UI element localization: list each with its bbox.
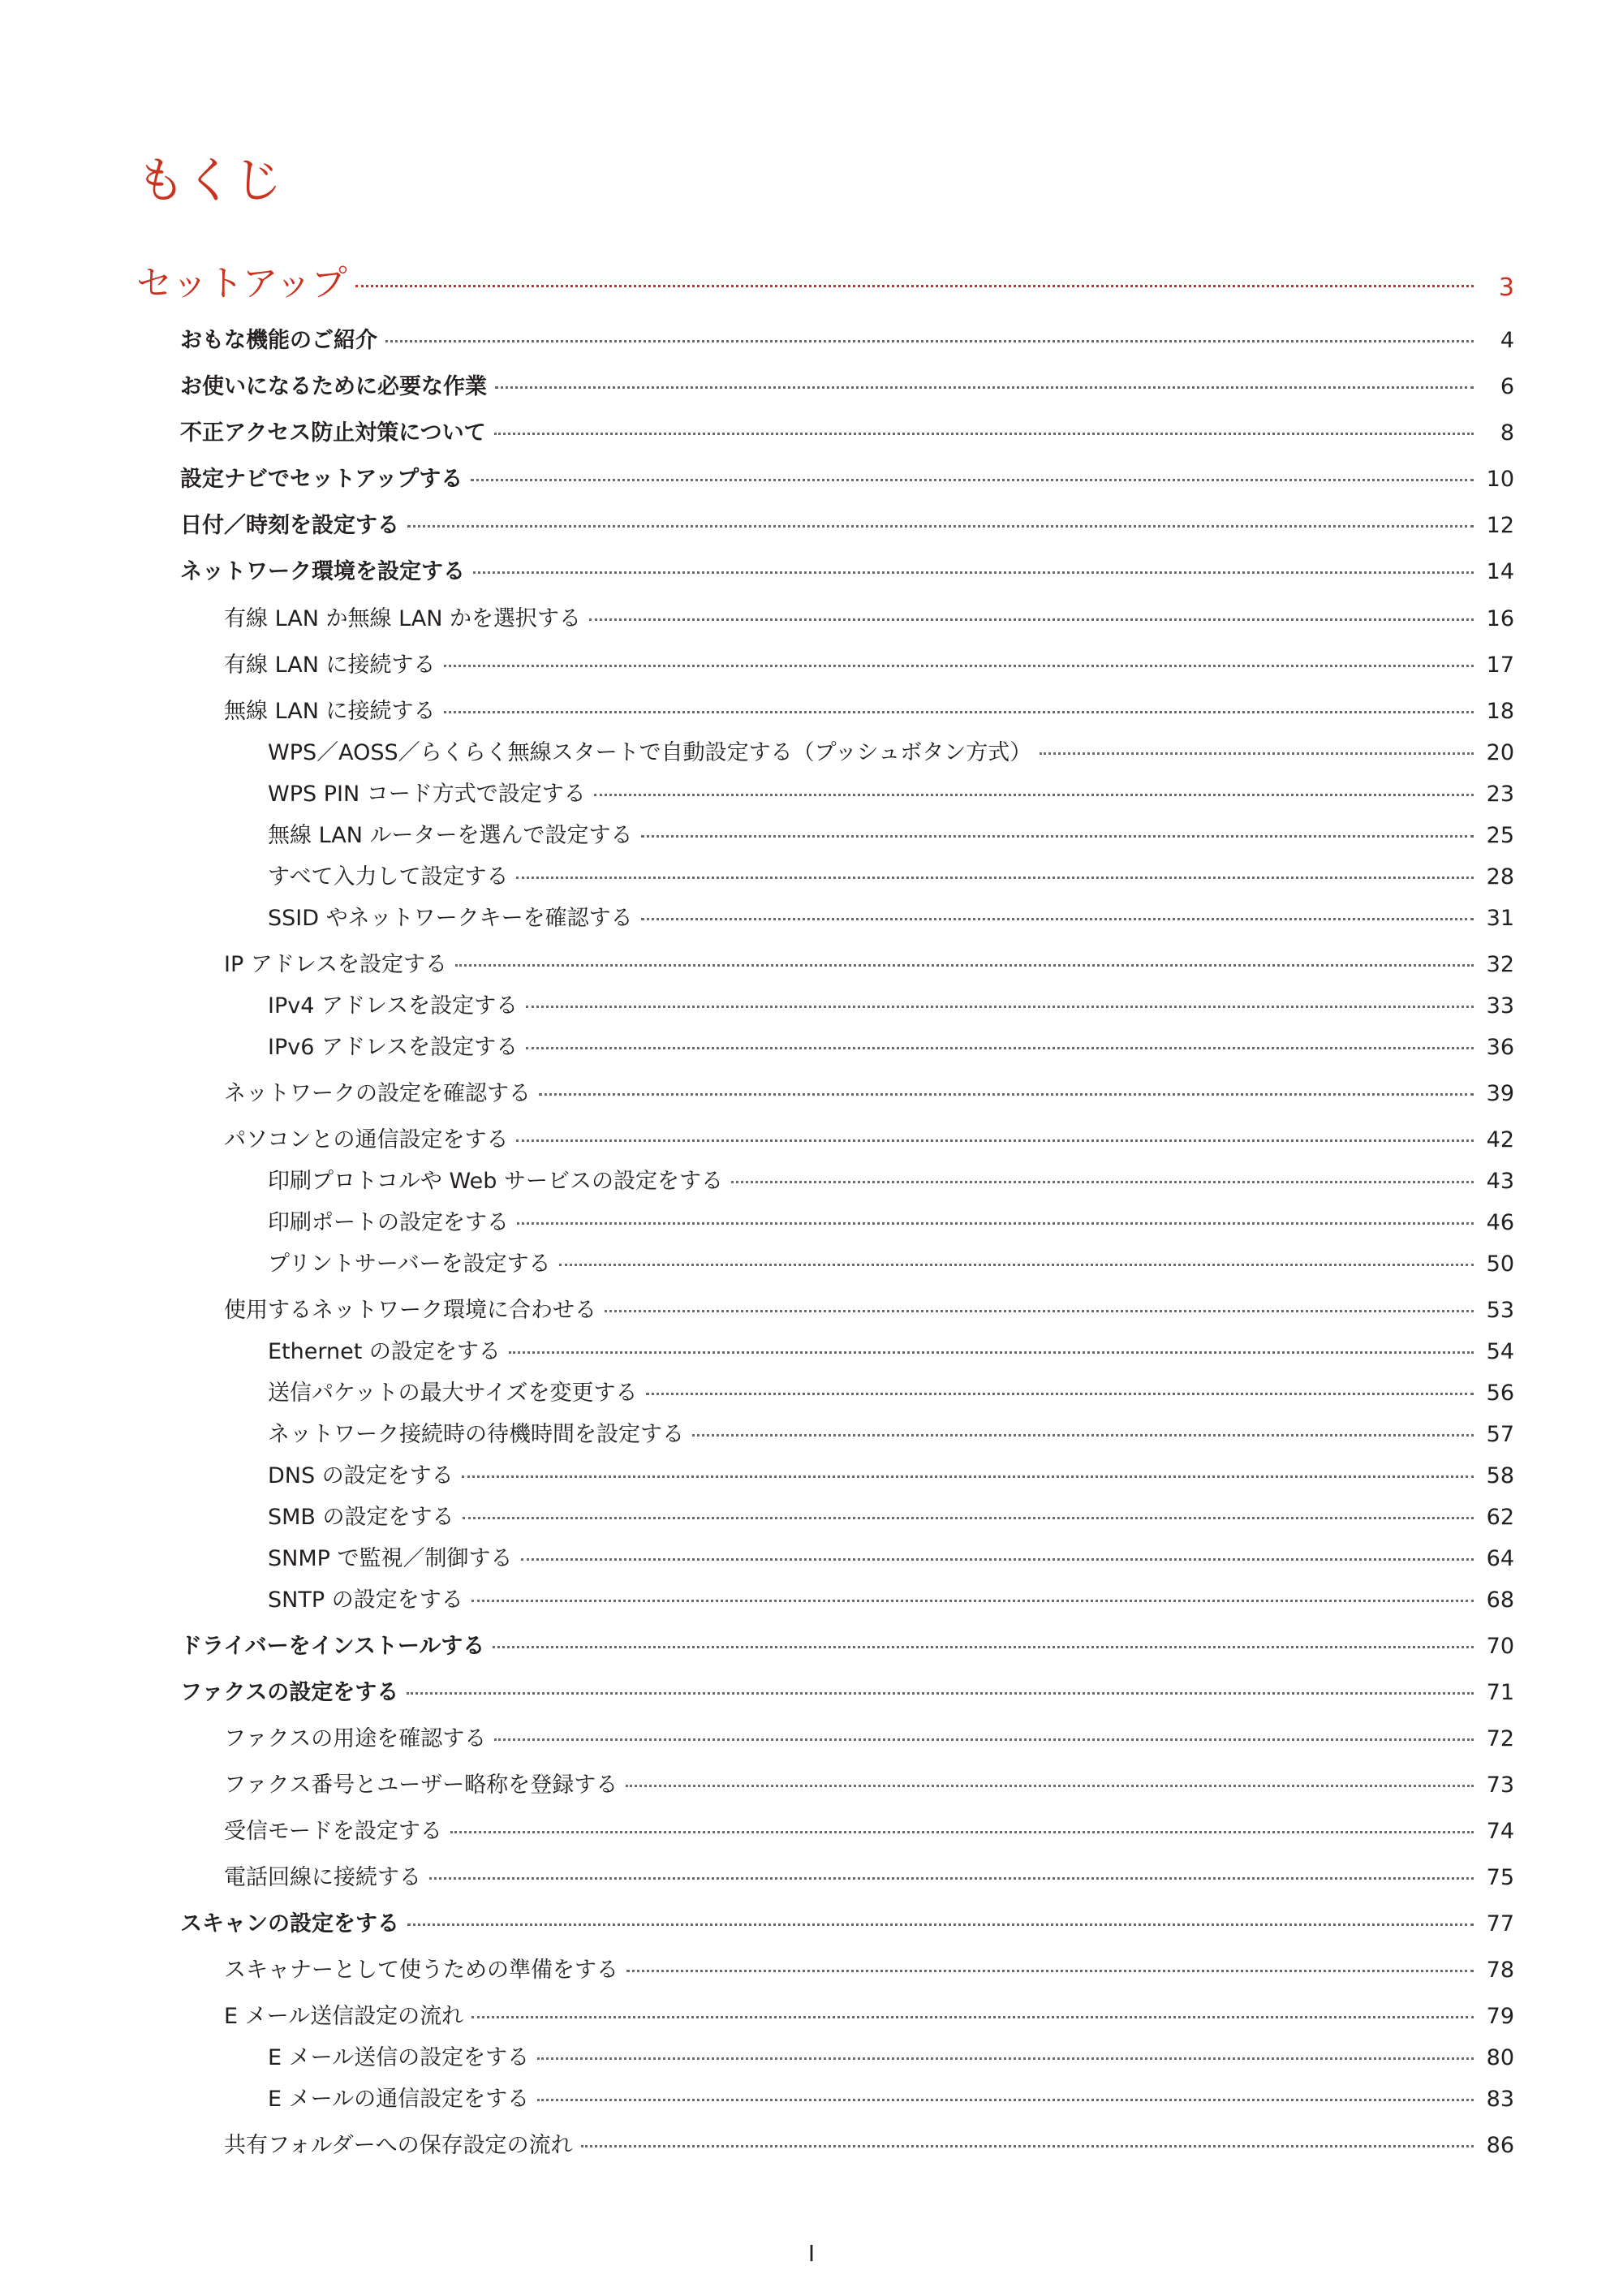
toc-entry-page: 39 xyxy=(1486,1081,1514,1106)
toc-entry-page: 58 xyxy=(1486,1463,1514,1488)
toc-entry-page: 75 xyxy=(1486,1865,1514,1890)
toc-entry-page: 46 xyxy=(1486,1210,1514,1235)
toc-entry-title: IPv6 アドレスを設定する xyxy=(268,1035,519,1060)
toc-entry-page: 31 xyxy=(1486,906,1514,931)
toc-entry[interactable] xyxy=(268,1460,1514,1493)
dot-leader xyxy=(646,1393,1474,1395)
dot-leader xyxy=(526,1006,1474,1008)
toc-entry-title: 無線 LAN ルーターを選んで設定する xyxy=(268,823,633,848)
toc-entry[interactable] xyxy=(268,1165,1514,1198)
toc-entry[interactable] xyxy=(224,2130,1514,2162)
dot-leader xyxy=(605,1310,1474,1312)
toc-entry-page: 28 xyxy=(1486,864,1514,890)
dot-leader xyxy=(517,1222,1474,1225)
dot-leader xyxy=(626,1785,1474,1787)
toc-entry[interactable] xyxy=(268,861,1514,894)
toc-entry[interactable] xyxy=(268,1377,1514,1410)
toc-entry[interactable] xyxy=(224,649,1514,682)
toc-entry-title: すべて入力して設定する xyxy=(268,864,509,890)
page-number: I xyxy=(807,2240,816,2267)
dot-leader xyxy=(581,2145,1474,2147)
dot-leader xyxy=(463,1517,1474,1519)
toc-entry-title: ファクス番号とユーザー略称を登録する xyxy=(224,1773,618,1798)
toc-entry[interactable] xyxy=(268,1336,1514,1368)
toc-entry-page: 23 xyxy=(1486,782,1514,807)
dot-leader xyxy=(516,877,1474,879)
dot-leader xyxy=(450,1831,1474,1833)
toc-entry-title: スキャナーとして使うための準備をする xyxy=(224,1958,618,1983)
dot-leader xyxy=(473,571,1474,574)
toc-entry-page: 77 xyxy=(1486,1911,1514,1936)
dot-leader xyxy=(626,1970,1474,1972)
toc-entry[interactable] xyxy=(224,603,1514,635)
toc-entry-title: WPS PIN コード方式で設定する xyxy=(268,782,586,807)
dot-leader xyxy=(521,1558,1474,1561)
toc-entry-page: 16 xyxy=(1486,606,1514,631)
toc-entry-page: 3 xyxy=(1498,274,1514,302)
toc-entry-title: E メール送信の設定をする xyxy=(268,2045,530,2070)
toc-entry-title: 受信モードを設定する xyxy=(224,1819,442,1844)
dot-leader xyxy=(471,479,1474,481)
toc-entry-title: 印刷ポートの設定をする xyxy=(268,1210,509,1235)
toc-entry-title: ネットワーク環境を設定する xyxy=(180,559,465,584)
dot-leader xyxy=(539,1093,1474,1096)
toc-entry[interactable] xyxy=(180,371,1514,403)
toc-entry[interactable] xyxy=(268,1419,1514,1451)
toc-entry[interactable] xyxy=(224,1078,1514,1110)
toc-entry-title: セットアップ xyxy=(136,263,347,304)
toc-entry[interactable] xyxy=(180,510,1514,542)
dot-leader xyxy=(494,433,1474,435)
toc-entry-page: 86 xyxy=(1486,2133,1514,2158)
toc-entry-title: SSID やネットワークキーを確認する xyxy=(268,906,633,931)
toc-entry[interactable] xyxy=(268,1543,1514,1575)
dot-leader xyxy=(494,1738,1474,1741)
toc-entry-title: 設定ナビでセットアップする xyxy=(180,467,463,492)
dot-leader xyxy=(537,2057,1474,2060)
dot-leader xyxy=(594,794,1474,796)
toc-entry-title: パソコンとの通信設定をする xyxy=(224,1127,509,1152)
toc-entry-page: 68 xyxy=(1486,1587,1514,1613)
toc-entry[interactable] xyxy=(268,1032,1514,1064)
toc-chapter[interactable] xyxy=(136,260,1514,308)
toc-entry-page: 17 xyxy=(1486,653,1514,678)
toc-entry[interactable] xyxy=(224,1769,1514,1802)
toc-entry-title: 印刷プロトコルや Web サービスの設定をする xyxy=(268,1169,723,1194)
toc-entry-page: 78 xyxy=(1486,1958,1514,1983)
dot-leader xyxy=(1040,752,1474,755)
toc-entry-page: 14 xyxy=(1486,559,1514,584)
dot-leader xyxy=(429,1877,1474,1880)
toc-entry[interactable] xyxy=(268,2042,1514,2074)
toc-entry-title: スキャンの設定をする xyxy=(180,1911,399,1936)
toc-entry-title: SMB の設定をする xyxy=(268,1505,454,1530)
toc-entry-page: 8 xyxy=(1500,420,1514,446)
toc-entry[interactable] xyxy=(224,1124,1514,1157)
toc-entry-page: 74 xyxy=(1486,1819,1514,1844)
dot-leader xyxy=(355,285,1474,287)
toc-entry-title: ネットワーク接続時の待機時間を設定する xyxy=(268,1422,684,1447)
dot-leader xyxy=(471,2016,1474,2018)
toc-entry[interactable] xyxy=(180,463,1514,496)
dot-leader xyxy=(444,711,1474,713)
dot-leader xyxy=(641,835,1474,838)
toc-entry[interactable] xyxy=(224,696,1514,728)
toc-entry[interactable] xyxy=(268,1248,1514,1281)
toc-entry-title: E メールの通信設定をする xyxy=(268,2087,530,2112)
toc-entry-title: お使いになるために必要な作業 xyxy=(180,374,487,399)
dot-leader xyxy=(509,1351,1474,1354)
page-title: もくじ xyxy=(136,153,282,209)
toc-entry-title: IP アドレスを設定する xyxy=(224,952,448,977)
dot-leader xyxy=(516,1139,1474,1142)
toc-entry-page: 83 xyxy=(1486,2087,1514,2112)
toc-entry-page: 12 xyxy=(1486,513,1514,538)
toc-entry-title: 有線 LAN に接続する xyxy=(224,653,436,678)
toc-entry-page: 10 xyxy=(1486,467,1514,492)
toc-entry[interactable] xyxy=(180,325,1514,357)
dot-leader xyxy=(455,964,1474,967)
toc-entry[interactable] xyxy=(180,1630,1514,1663)
dot-leader xyxy=(692,1434,1474,1437)
toc-entry-title: E メール送信設定の流れ xyxy=(224,2004,464,2029)
toc-entry-page: 71 xyxy=(1486,1680,1514,1705)
toc-entry-title: 電話回線に接続する xyxy=(224,1865,421,1890)
toc-entry[interactable] xyxy=(180,417,1514,450)
toc-entry-title: 送信パケットの最大サイズを変更する xyxy=(268,1381,638,1406)
toc-entry-page: 79 xyxy=(1486,2004,1514,2029)
toc-entry-title: 共有フォルダーへの保存設定の流れ xyxy=(224,2133,573,2158)
toc-entry-title: IPv4 アドレスを設定する xyxy=(268,993,519,1019)
dot-leader xyxy=(471,1600,1474,1602)
toc-entry-page: 18 xyxy=(1486,699,1514,724)
toc-entry-title: ファクスの設定をする xyxy=(180,1680,399,1705)
toc-entry-page: 36 xyxy=(1486,1035,1514,1060)
toc-entry[interactable] xyxy=(224,2001,1514,2033)
dot-leader xyxy=(493,1646,1474,1648)
toc-entry[interactable] xyxy=(268,778,1514,811)
toc-entry[interactable] xyxy=(180,556,1514,588)
toc-entry-page: 73 xyxy=(1486,1773,1514,1798)
toc-entry-page: 25 xyxy=(1486,823,1514,848)
toc-entry-page: 4 xyxy=(1500,328,1514,353)
toc-entry[interactable] xyxy=(268,1501,1514,1534)
toc-entry-page: 72 xyxy=(1486,1726,1514,1751)
toc-entry[interactable] xyxy=(180,1677,1514,1709)
toc-entry-title: WPS／AOSS／らくらく無線スタートで自動設定する（プッシュボタン方式） xyxy=(268,740,1032,765)
toc-entry[interactable] xyxy=(224,1723,1514,1755)
toc-entry-title: 不正アクセス防止対策について xyxy=(180,420,486,446)
toc-entry[interactable] xyxy=(224,1294,1514,1327)
dot-leader xyxy=(526,1047,1474,1049)
toc-entry[interactable] xyxy=(268,1207,1514,1239)
toc-entry-page: 20 xyxy=(1486,740,1514,765)
toc-entry[interactable] xyxy=(224,1954,1514,1987)
toc-entry-title: プリントサーバーを設定する xyxy=(268,1251,551,1277)
toc-entry-page: 80 xyxy=(1486,2045,1514,2070)
toc-entry[interactable] xyxy=(224,1862,1514,1894)
toc-entry-page: 50 xyxy=(1486,1251,1514,1277)
toc-entry[interactable] xyxy=(224,949,1514,981)
toc-entry-page: 42 xyxy=(1486,1127,1514,1152)
toc-entry-page: 62 xyxy=(1486,1505,1514,1530)
toc-entry[interactable] xyxy=(268,902,1514,935)
dot-leader xyxy=(407,1923,1474,1926)
dot-leader xyxy=(462,1475,1474,1478)
toc-entry[interactable] xyxy=(268,737,1514,769)
toc-entry-page: 54 xyxy=(1486,1339,1514,1364)
toc-entry-page: 43 xyxy=(1486,1169,1514,1194)
toc-entry-title: ドライバーをインストールする xyxy=(180,1634,485,1659)
dot-leader xyxy=(559,1264,1474,1266)
toc-entry-page: 64 xyxy=(1486,1546,1514,1571)
dot-leader xyxy=(407,525,1474,528)
toc-entry-page: 56 xyxy=(1486,1381,1514,1406)
toc-entry-title: ネットワークの設定を確認する xyxy=(224,1081,531,1106)
dot-leader xyxy=(407,1692,1474,1695)
toc-entry[interactable] xyxy=(224,1816,1514,1848)
toc-entry-title: SNTP の設定をする xyxy=(268,1587,463,1613)
toc-entry-page: 70 xyxy=(1486,1634,1514,1659)
toc-entry-title: おもな機能のご紹介 xyxy=(180,328,377,353)
dot-leader xyxy=(495,386,1474,389)
dot-leader xyxy=(385,340,1474,342)
toc-entry-title: SNMP で監視／制御する xyxy=(268,1546,513,1571)
dot-leader xyxy=(589,618,1474,621)
toc-entry[interactable] xyxy=(268,990,1514,1023)
toc-entry-title: 有線 LAN か無線 LAN かを選択する xyxy=(224,606,581,631)
toc-entry-page: 32 xyxy=(1486,952,1514,977)
toc-entry-title: DNS の設定をする xyxy=(268,1463,454,1488)
dot-leader xyxy=(641,918,1474,920)
toc-entry[interactable] xyxy=(268,2083,1514,2116)
toc-entry[interactable] xyxy=(268,820,1514,852)
toc-entry-title: 使用するネットワーク環境に合わせる xyxy=(224,1298,596,1323)
toc-entry-title: 無線 LAN に接続する xyxy=(224,699,436,724)
dot-leader xyxy=(444,665,1474,667)
toc-entry-page: 57 xyxy=(1486,1422,1514,1447)
toc-entry-title: 日付／時刻を設定する xyxy=(180,513,399,538)
toc-entry-page: 33 xyxy=(1486,993,1514,1019)
toc-entry[interactable] xyxy=(268,1584,1514,1617)
toc-entry-title: Ethernet の設定をする xyxy=(268,1339,501,1364)
toc-entry-page: 53 xyxy=(1486,1298,1514,1323)
toc-entry-title: ファクスの用途を確認する xyxy=(224,1726,487,1751)
toc-entry[interactable] xyxy=(180,1908,1514,1941)
dot-leader xyxy=(731,1181,1474,1183)
dot-leader xyxy=(537,2099,1474,2101)
toc-entry-page: 6 xyxy=(1500,374,1514,399)
